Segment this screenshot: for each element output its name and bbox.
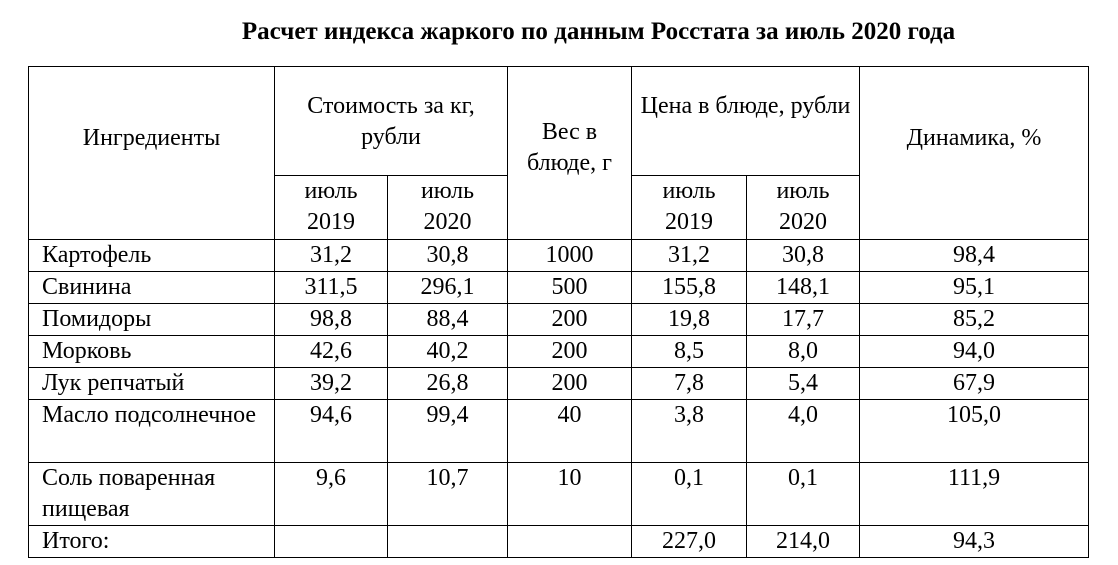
price-2020: 0,1: [747, 463, 860, 526]
header-cost-july-2019: июль 2019: [275, 176, 388, 240]
table-row: [29, 463, 1089, 526]
document-title: Расчет индекса жаркого по данным Росстата за июль 2020 года: [241, 18, 956, 45]
total-cost-2020: [388, 526, 508, 558]
header-ingredients: Ингредиенты: [29, 67, 275, 240]
cost-2019: 39,2: [275, 368, 388, 400]
ingredient-name: Свинина: [29, 272, 275, 304]
header-cost-per-kg: Стоимость за кг, рубли: [275, 67, 508, 176]
price-2020: 4,0: [747, 400, 860, 463]
table-row: [29, 304, 1089, 336]
weight: 200: [508, 304, 632, 336]
header-weight: Вес в блюде, г: [508, 67, 632, 240]
total-row: [29, 526, 1089, 558]
cost-2019: 9,6: [275, 463, 388, 526]
weight: 10: [508, 463, 632, 526]
total-weight: [508, 526, 632, 558]
table-row: [29, 368, 1089, 400]
header-cost-july-2020: июль 2020: [388, 176, 508, 240]
price-2019: 155,8: [632, 272, 747, 304]
cost-2020: 296,1: [388, 272, 508, 304]
ingredient-name: Масло подсолнечное: [29, 400, 275, 463]
header-price-july-2020: июль 2020: [747, 176, 860, 240]
ingredient-name: Соль поваренная пищевая: [29, 463, 275, 526]
ingredient-name: Помидоры: [29, 304, 275, 336]
header-price-july-2019: июль 2019: [632, 176, 747, 240]
weight: 200: [508, 368, 632, 400]
price-2020: 30,8: [747, 240, 860, 272]
total-price-2019: 227,0: [632, 526, 747, 558]
table-row: [29, 336, 1089, 368]
ingredient-name: Морковь: [29, 336, 275, 368]
weight: 40: [508, 400, 632, 463]
price-2020: 5,4: [747, 368, 860, 400]
roast-index-table: [28, 66, 1089, 558]
cost-2020: 88,4: [388, 304, 508, 336]
price-2020: 8,0: [747, 336, 860, 368]
price-2019: 8,5: [632, 336, 747, 368]
total-cost-2019: [275, 526, 388, 558]
cost-2019: 98,8: [275, 304, 388, 336]
header-dynamics: Динамика, %: [860, 67, 1089, 240]
dynamics: 94,0: [860, 336, 1089, 368]
cost-2019: 42,6: [275, 336, 388, 368]
weight: 200: [508, 336, 632, 368]
price-2019: 19,8: [632, 304, 747, 336]
cost-2020: 10,7: [388, 463, 508, 526]
cost-2020: 30,8: [388, 240, 508, 272]
dynamics: 67,9: [860, 368, 1089, 400]
total-label: Итого:: [29, 526, 275, 558]
ingredient-name: Картофель: [29, 240, 275, 272]
ingredient-name: Лук репчатый: [29, 368, 275, 400]
total-price-2020: 214,0: [747, 526, 860, 558]
cost-2019: 31,2: [275, 240, 388, 272]
table-row: [29, 400, 1089, 463]
price-2020: 148,1: [747, 272, 860, 304]
price-2019: 31,2: [632, 240, 747, 272]
table-row: [29, 272, 1089, 304]
dynamics: 95,1: [860, 272, 1089, 304]
cost-2020: 99,4: [388, 400, 508, 463]
cost-2020: 40,2: [388, 336, 508, 368]
dynamics: 85,2: [860, 304, 1089, 336]
weight: 1000: [508, 240, 632, 272]
total-dynamics: 94,3: [860, 526, 1089, 558]
price-2020: 17,7: [747, 304, 860, 336]
table-row: [29, 240, 1089, 272]
cost-2019: 311,5: [275, 272, 388, 304]
price-2019: 7,8: [632, 368, 747, 400]
dynamics: 105,0: [860, 400, 1089, 463]
price-2019: 0,1: [632, 463, 747, 526]
header-price-in-dish: Цена в блюде, рубли: [632, 67, 860, 176]
price-2019: 3,8: [632, 400, 747, 463]
cost-2020: 26,8: [388, 368, 508, 400]
dynamics: 111,9: [860, 463, 1089, 526]
weight: 500: [508, 272, 632, 304]
dynamics: 98,4: [860, 240, 1089, 272]
cost-2019: 94,6: [275, 400, 388, 463]
